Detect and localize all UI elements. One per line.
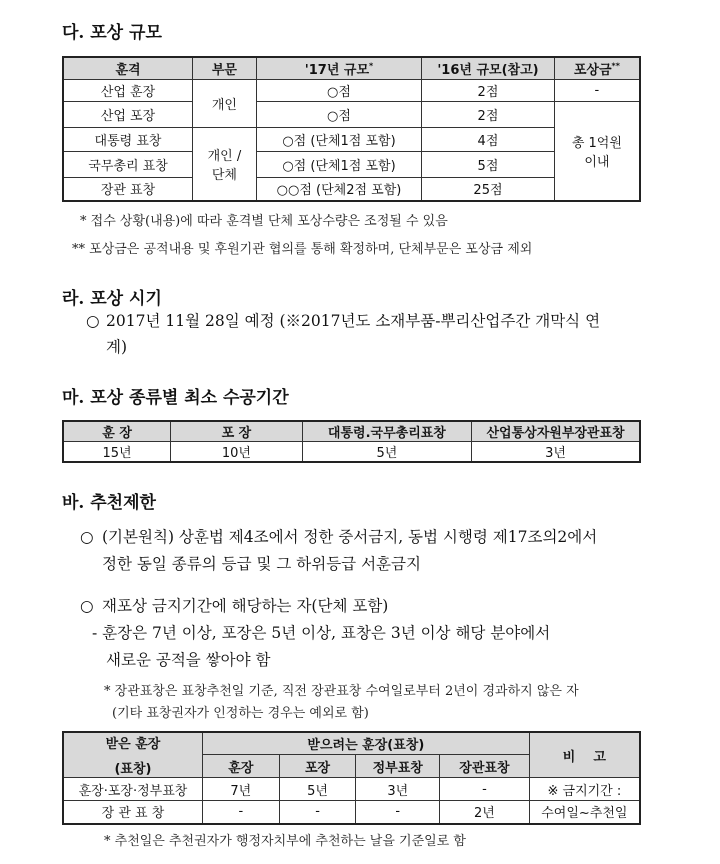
note-2: ** 포상금은 공적내용 및 후원기관 협의를 통해 확정하며, 단체부문은 포상금 제외: [72, 242, 533, 257]
col-header-gov-citation: 정부표창: [356, 755, 440, 778]
col-header-remarks: 비 고: [529, 732, 640, 778]
table-cell: 훈장·포장·정부표창: [63, 778, 202, 801]
reaward-item: 재포상 금지기간에 해당하는 자(단체 포함): [102, 597, 389, 615]
col-header-scale-2017: '17년 규모*: [256, 57, 421, 79]
col-header-medal: 포 장: [171, 421, 303, 442]
principle-line1: (기본원칙) 상훈법 제4조에서 정한 중서금지, 동법 시행령 제17조의2에서: [102, 528, 598, 546]
col-header-minister-citation: 산업통상자원부장관표창: [472, 421, 640, 442]
table-cell: 4점: [422, 127, 555, 151]
col-header-award-grade: 훈격: [63, 57, 193, 79]
principle-line2: 정한 동일 종류의 등급 및 그 하위등급 서훈금지: [102, 555, 421, 573]
table-cell: 3년: [472, 442, 640, 463]
bullet-icon: ○: [86, 312, 100, 330]
section-ra-heading: 라. 포상 시기: [62, 289, 162, 309]
table-cell: 25점: [422, 177, 555, 201]
table-cell: 15년: [63, 442, 171, 463]
division-individual-cell: 개인: [193, 79, 257, 127]
table-cell: -: [202, 801, 279, 824]
award-scale-table: [62, 56, 641, 202]
division-group-line2: 단체: [211, 167, 237, 183]
col-header-presidential-citation: 대통령.국무총리표창: [302, 421, 471, 442]
section-ba-heading: 바. 추천제한: [62, 493, 156, 513]
table-cell: 5년: [302, 442, 471, 463]
section-da-heading: 다. 포상 규모: [62, 23, 162, 43]
ceremony-date-line2: 계): [106, 338, 128, 356]
table-cell: ○점: [256, 101, 421, 127]
col-header-order: 훈장: [202, 755, 279, 778]
col-header-target-award: 받으려는 훈장(표창): [202, 732, 529, 755]
table-cell: 7년: [202, 778, 279, 801]
table-cell: 장 관 표 창: [63, 801, 202, 824]
prize-total-line2: 이내: [584, 154, 610, 170]
col-header-division: 부문: [193, 57, 257, 79]
reaward-ban-table: [62, 731, 641, 825]
table-cell: -: [554, 79, 640, 101]
table-cell: ※ 금지기간 :: [529, 778, 640, 801]
table-cell: 5년: [279, 778, 356, 801]
bullet-icon: ○: [80, 597, 94, 615]
table-cell: 10년: [171, 442, 303, 463]
col-header-order: 훈 장: [63, 421, 171, 442]
table-cell: 국무총리 표창: [63, 151, 193, 177]
col-header-prize: 포상금**: [554, 57, 640, 79]
table-cell: 산업 훈장: [63, 79, 193, 101]
col-header-minister-citation: 장관표창: [440, 755, 530, 778]
table-cell: 2점: [422, 101, 555, 127]
table-cell: -: [440, 778, 530, 801]
col-header-medal: 포장: [279, 755, 356, 778]
table-cell: ○○점 (단체2점 포함): [256, 177, 421, 201]
received-award-line2: (표창): [114, 762, 152, 777]
col-header-received-award: [63, 732, 202, 778]
bullet-icon: ○: [80, 528, 94, 546]
table-cell: 3년: [356, 778, 440, 801]
prize-total-line1: 총 1억원: [571, 135, 622, 151]
table-cell: 5점: [422, 151, 555, 177]
section-ma-heading: 마. 포상 종류별 최소 수공기간: [62, 388, 289, 408]
table-cell: 장관 표창: [63, 177, 193, 201]
table-cell: 산업 포장: [63, 101, 193, 127]
received-award-line1: 받은 훈장: [105, 737, 161, 752]
min-service-table: [62, 420, 641, 463]
note-1: * 접수 상황(내용)에 따라 훈격별 단체 포상수량은 조정될 수 있음: [80, 214, 448, 229]
col-header-scale-2016: '16년 규모(참고): [422, 57, 555, 79]
table-cell: -: [356, 801, 440, 824]
table-cell: 대통령 표창: [63, 127, 193, 151]
reaward-sub-line1: - 훈장은 7년 이상, 포장은 5년 이상, 표창은 3년 이상 해당 분야에서: [92, 624, 551, 642]
table-cell: ○점 (단체1점 포함): [256, 127, 421, 151]
division-group-cell: [193, 127, 257, 201]
table-cell: 2점: [422, 79, 555, 101]
table-cell: ○점: [256, 79, 421, 101]
reaward-sub-line2: 새로운 공적을 쌓아야 함: [106, 651, 271, 669]
table-cell: ○점 (단체1점 포함): [256, 151, 421, 177]
division-group-line1: 개인 /: [207, 148, 242, 164]
footnote: * 추천일은 추천권자가 행정자치부에 추천하는 날을 기준일로 함: [104, 834, 466, 849]
reaward-note-line2: (기타 표창권자가 인정하는 경우는 예외로 함): [112, 706, 369, 721]
reaward-note-line1: * 장관표창은 표창추천일 기준, 직전 장관표창 수여일로부터 2년이 경과하지 않은 자: [104, 684, 579, 699]
prize-total-cell: [554, 101, 640, 201]
table-cell: 2년: [440, 801, 530, 824]
table-cell: -: [279, 801, 356, 824]
ceremony-date-line1: 2017년 11월 28일 예정 (※2017년도 소재부품-뿌리산업주간 개막식 연: [106, 312, 601, 330]
table-cell: 수여일~추천일: [529, 801, 640, 824]
